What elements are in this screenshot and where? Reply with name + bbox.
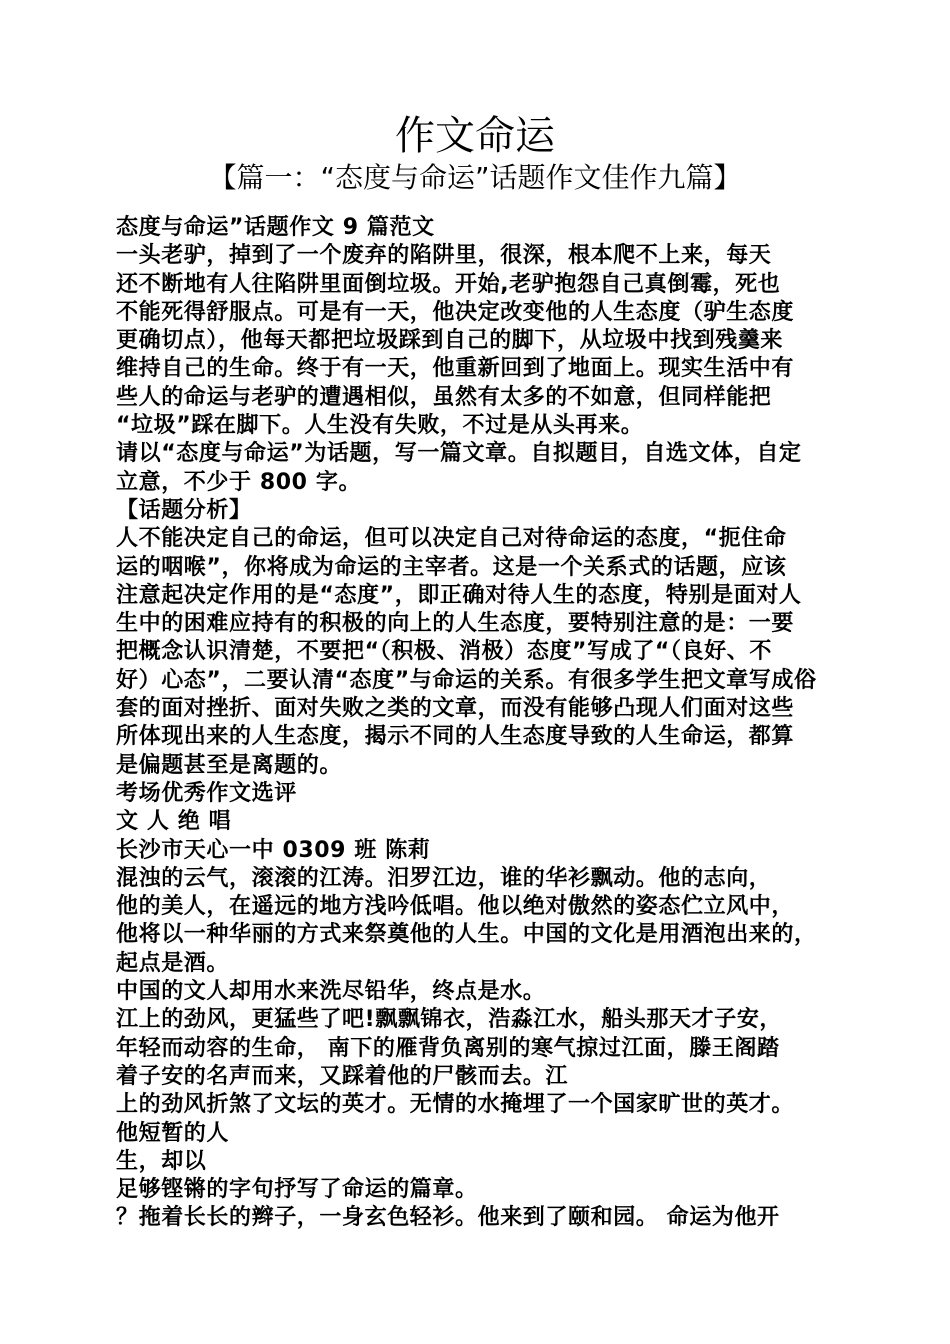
text-line: “垃圾”踩在脚下。人生没有失败，不过是从头再来。: [116, 413, 644, 439]
text-line: 好）心态”，二要认清“态度”与命运的关系。有很多学生把文章写成俗: [116, 667, 817, 693]
text-line: 混浊的云气，滚滚的江涛。汨罗江边，谁的华衫飘动。他的志向，: [116, 865, 772, 891]
text-line: 足够铿锵的字句抒写了命运的篇章。: [116, 1177, 478, 1203]
section-heading: 考场优秀作文选评: [116, 780, 297, 806]
text-line: 套的面对挫折、面对失败之类的文章，而没有能够凸现人们面对这些: [116, 696, 795, 722]
text-line: 是偏题甚至是离题的。: [116, 752, 343, 778]
text-line: 生中的困难应持有的积极的向上的人生态度，要特别注意的是：一要: [116, 611, 795, 637]
text-line: 所体现出来的人生态度，揭示不同的人生态度导致的人生命运，都算: [116, 724, 795, 750]
text-line: 运的咽喉”，你将成为命运的主宰者。这是一个关系式的话题，应该: [116, 554, 787, 580]
text-line: 江上的劲风，更猛些了吧!飘飘锦衣，浩淼江水，船头那天才子安，: [116, 1007, 783, 1033]
text-line: 请以“态度与命运”为话题，写一篇文章。自拟题目，自选文体，自定: [116, 441, 802, 467]
text-line: 些人的命运与老驴的遭遇相似，虽然有太多的不如意，但同样能把: [116, 384, 772, 410]
text-line: 他短暂的人: [116, 1120, 230, 1146]
document-subtitle: 【篇一：“态度与命运”话题作文佳作九篇】: [208, 161, 742, 194]
document-body: [116, 214, 856, 1233]
essay-title: 文 人 绝 唱: [116, 809, 232, 835]
text-line: 他的美人，在遥远的地方浅吟低唱。他以绝对傲然的姿态伫立风中，: [116, 894, 795, 920]
document-title: 作文命运: [395, 113, 555, 159]
text-line: 立意，不少于 800 字。: [116, 469, 362, 495]
text-line: 把概念认识清楚，不要把“（积极、消极）态度”写成了“（良好、不: [116, 639, 772, 665]
essay-author: 长沙市天心一中 0309 班 陈莉: [116, 837, 431, 863]
text-line: 人不能决定自己的命运，但可以决定自己对待命运的态度，“扼住命: [116, 526, 787, 552]
text-line: 着子安的名声而来，又踩着他的尸骸而去。江: [116, 1063, 569, 1089]
text-line: 起点是酒。: [116, 950, 230, 976]
text-line: 年轻而动容的生命， 南下的雁背负离别的寒气掠过江面，滕王阁踏: [116, 1035, 780, 1061]
text-line: 上的劲风折煞了文坛的英才。无情的水掩埋了一个国家旷世的英才。: [116, 1092, 795, 1118]
text-line: 一头老驴，掉到了一个废弃的陷阱里，很深，根本爬不上来，每天: [116, 243, 772, 269]
text-line: 更确切点），他每天都把垃圾踩到自己的脚下，从垃圾中找到残羹来: [116, 328, 784, 354]
text-line: 还不断地有人往陷阱里面倒垃圾。开始,老驴抱怨自己真倒霉，死也: [116, 271, 781, 297]
text-line: 不能死得舒服点。可是有一天，他决定改变他的人生态度（驴生态度: [116, 299, 795, 325]
text-line: 态度与命运”话题作文 9 篇范文: [116, 215, 435, 240]
text-line: 维持自己的生命。终于有一天，他重新回到了地面上。现实生活中有: [116, 356, 795, 382]
text-line: 中国的文人却用水来洗尽铅华，终点是水。: [116, 979, 546, 1005]
section-heading: 【话题分析】: [116, 497, 252, 523]
text-line: 生，却以: [116, 1148, 207, 1174]
text-line: ？拖着长长的辫子，一身玄色轻衫。他来到了颐和园。 命运为他开: [116, 1205, 780, 1231]
text-line: 注意起决定作用的是“态度”，即正确对待人生的态度，特别是面对人: [116, 582, 802, 608]
text-line: 他将以一种华丽的方式来祭奠他的人生。中国的文化是用酒泡出来的，: [116, 922, 817, 948]
